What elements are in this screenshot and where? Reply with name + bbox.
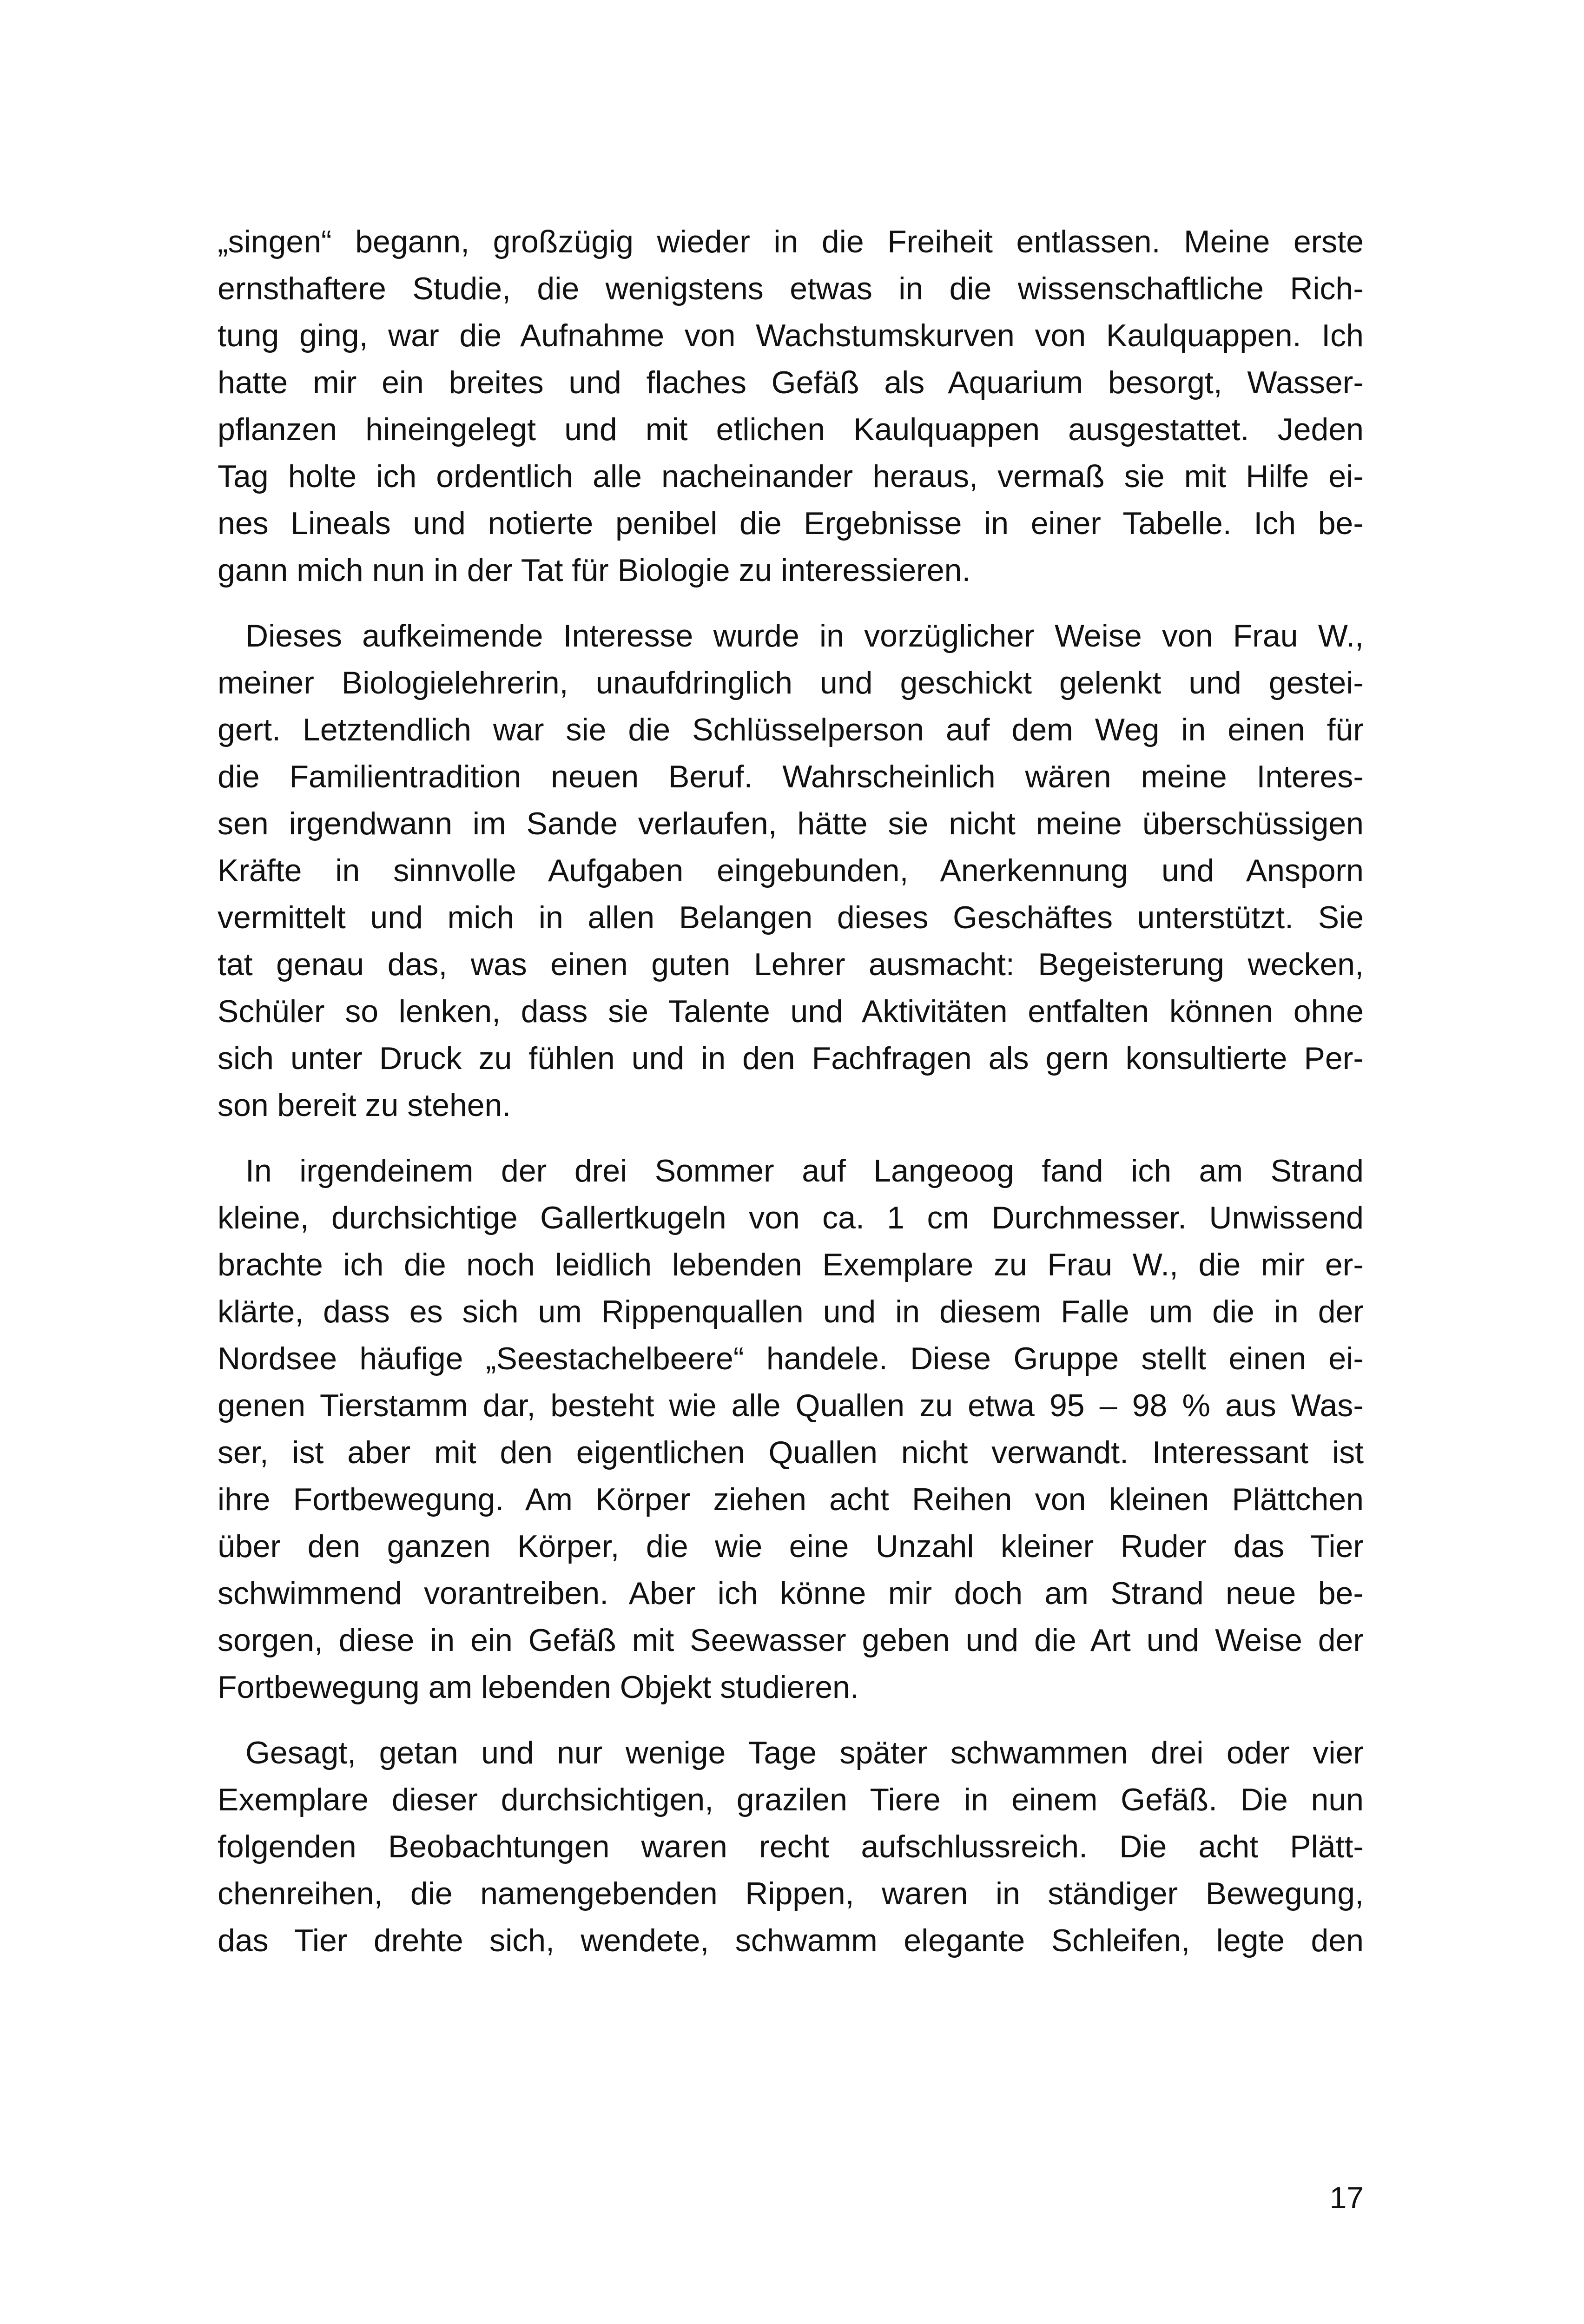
text-line: sen irgendwann im Sande verlaufen, hätte sie nicht meine überschüssigen xyxy=(218,806,1364,841)
text-line: sich unter Druck zu fühlen und in den Fachfragen als gern konsultierte Per- xyxy=(218,1041,1364,1076)
text-line: vermittelt und mich in allen Belangen dieses Geschäftes unterstützt. Sie xyxy=(218,900,1364,935)
text-line: die Familientradition neuen Beruf. Wahrscheinlich wären meine Interes- xyxy=(218,759,1364,794)
text-line: klärte, dass es sich um Rippenquallen und in diesem Falle um die in der xyxy=(218,1294,1364,1329)
text-line: Gesagt, getan und nur wenige Tage später schwammen drei oder vier xyxy=(245,1735,1364,1770)
body-text xyxy=(218,218,1364,1964)
paragraph xyxy=(218,1148,1364,1711)
text-line: „singen“ begann, großzügig wieder in die Freiheit entlassen. Meine erste xyxy=(218,224,1364,259)
text-line: Nordsee häufige „Seestachelbeere“ handele. Diese Gruppe stellt einen ei- xyxy=(218,1341,1364,1376)
text-line: pflanzen hineingelegt und mit etlichen Kaulquappen ausgestattet. Jeden xyxy=(218,412,1364,447)
text-line: gann mich nun in der Tat für Biologie zu interessieren. xyxy=(218,553,971,588)
text-line: meiner Biologielehrerin, unaufdringlich und geschickt gelenkt und gestei- xyxy=(218,665,1364,700)
text-line: Kräfte in sinnvolle Aufgaben eingebunden, Anerkennung und Ansporn xyxy=(218,853,1364,888)
text-line: genen Tierstamm dar, besteht wie alle Quallen zu etwa 95 – 98 % aus Was- xyxy=(218,1388,1364,1423)
text-line: sorgen, diese in ein Gefäß mit Seewasser geben und die Art und Weise der xyxy=(218,1623,1364,1658)
text-line: folgenden Beobachtungen waren recht aufschlussreich. Die acht Plätt- xyxy=(218,1829,1364,1864)
text-line: nes Lineals und notierte penibel die Ergebnisse in einer Tabelle. Ich be- xyxy=(218,506,1364,541)
text-line: das Tier drehte sich, wendete, schwamm elegante Schleifen, legte den xyxy=(218,1923,1364,1958)
text-line: brachte ich die noch leidlich lebenden Exemplare zu Frau W., die mir er- xyxy=(218,1247,1364,1282)
text-line: In irgendeinem der drei Sommer auf Langeoog fand ich am Strand xyxy=(245,1153,1364,1188)
text-line: hatte mir ein breites und flaches Gefäß als Aquarium besorgt, Wasser- xyxy=(218,365,1364,400)
paragraph xyxy=(218,218,1364,594)
text-line: tung ging, war die Aufnahme von Wachstumskurven von Kaulquappen. Ich xyxy=(218,318,1364,353)
text-line: Schüler so lenken, dass sie Talente und Aktivitäten entfalten können ohne xyxy=(218,994,1364,1029)
text-line: ihre Fortbewegung. Am Körper ziehen acht Reihen von kleinen Plättchen xyxy=(218,1482,1364,1517)
text-line: Tag holte ich ordentlich alle nacheinander heraus, vermaß sie mit Hilfe ei- xyxy=(218,459,1364,494)
text-line: son bereit zu stehen. xyxy=(218,1088,511,1123)
text-line: schwimmend vorantreiben. Aber ich könne mir doch am Strand neue be- xyxy=(218,1576,1364,1611)
text-line: kleine, durchsichtige Gallertkugeln von ca. 1 cm Durchmesser. Unwissend xyxy=(218,1200,1364,1235)
text-line: ernsthaftere Studie, die wenigstens etwas in die wissenschaftliche Rich- xyxy=(218,271,1364,306)
text-line: über den ganzen Körper, die wie eine Unzahl kleiner Ruder das Tier xyxy=(218,1529,1364,1564)
page-number: 17 xyxy=(1329,2180,1364,2215)
text-line: Exemplare dieser durchsichtigen, grazilen Tiere in einem Gefäß. Die nun xyxy=(218,1782,1364,1817)
text-line: Fortbewegung am lebenden Objekt studieren. xyxy=(218,1670,859,1705)
text-line: tat genau das, was einen guten Lehrer ausmacht: Begeisterung wecken, xyxy=(218,947,1364,982)
text-line: chenreihen, die namengebenden Rippen, waren in ständiger Bewegung, xyxy=(218,1876,1364,1911)
text-line: ser, ist aber mit den eigentlichen Quallen nicht verwandt. Interessant ist xyxy=(218,1435,1364,1470)
paragraph xyxy=(218,613,1364,1129)
text-line: gert. Letztendlich war sie die Schlüsselperson auf dem Weg in einen für xyxy=(218,712,1364,747)
text-line: Dieses aufkeimende Interesse wurde in vorzüglicher Weise von Frau W., xyxy=(245,618,1364,654)
paragraph xyxy=(218,1730,1364,1964)
